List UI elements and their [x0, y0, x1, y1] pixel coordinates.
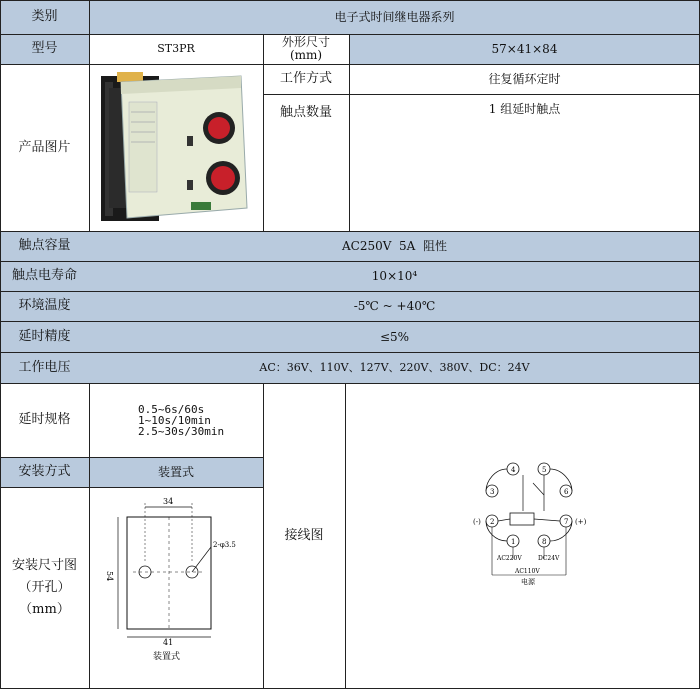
delay-label-cell	[0, 383, 89, 457]
hline	[0, 487, 263, 488]
hline	[0, 321, 700, 322]
pin-3: 3	[490, 488, 495, 496]
hline	[0, 383, 700, 384]
voltage-label-cell	[0, 352, 89, 383]
hline	[0, 64, 700, 65]
pin-1: 1	[511, 538, 516, 546]
picture-label: 产品图片	[18, 139, 71, 155]
hline	[0, 261, 700, 262]
temperature-value-cell	[89, 291, 700, 321]
hline	[0, 34, 700, 35]
delay-value-cell	[89, 383, 263, 457]
wiring-label: 接线图	[284, 528, 324, 543]
life-value: 10×10⁴	[371, 269, 418, 283]
pin-6: 6	[564, 488, 569, 496]
hline	[0, 291, 700, 292]
life-value-cell	[89, 261, 700, 291]
install-value-cell	[89, 457, 263, 487]
temperature-value: -5℃ ~ +40℃	[353, 299, 436, 313]
vline	[349, 34, 350, 231]
voltage-value: AC：36V、110V、127V、220V、380V、DC：24V	[259, 360, 530, 374]
dimensions-label-cell	[263, 34, 349, 64]
mount-label-cell	[0, 487, 89, 689]
hline	[0, 231, 700, 232]
contacts-value: 1 组延时触点	[488, 102, 561, 116]
dimensions-value-cell	[349, 34, 700, 64]
delay-spec-line: 1~10s/10min	[138, 414, 211, 427]
mount-label-line1: 安装尺寸图	[11, 558, 77, 573]
border-top	[0, 0, 700, 1]
dim-height-label: 54	[105, 571, 114, 582]
capacity-label: 触点容量	[18, 238, 71, 253]
install-label: 安装方式	[18, 464, 71, 479]
accuracy-value-cell	[89, 321, 700, 352]
wiring-label-cell	[263, 383, 345, 689]
life-label-cell	[0, 261, 89, 291]
dim-width-label: 34	[163, 497, 174, 506]
model-label: 型号	[31, 41, 58, 56]
minus-label: (-)	[473, 518, 481, 526]
model-value: ST3PR	[157, 42, 195, 55]
vline	[345, 383, 346, 689]
picture-label-cell	[0, 64, 89, 231]
install-label-cell	[0, 457, 89, 487]
mounting-hole-drawing	[89, 487, 263, 689]
voltage-value-cell	[89, 352, 700, 383]
contacts-value-cell	[349, 94, 700, 231]
vline	[89, 0, 90, 231]
work-mode-label: 工作方式	[279, 71, 332, 86]
temperature-label-cell	[0, 291, 89, 321]
vline	[263, 383, 264, 689]
pin-8: 8	[542, 538, 547, 546]
hline	[0, 352, 700, 353]
work-mode-value: 往复循环定时	[488, 72, 561, 86]
ac110-label: AC110V	[515, 568, 540, 575]
dc24-label: DC24V	[538, 555, 560, 562]
pin-7: 7	[564, 518, 569, 526]
install-value: 装置式	[157, 465, 194, 479]
mount-label-line3: （mm）	[19, 602, 70, 617]
accuracy-label-cell	[0, 321, 89, 352]
capacity-value-cell	[89, 231, 700, 261]
model-value-cell	[89, 34, 263, 64]
work-mode-label-cell	[263, 64, 349, 94]
wiring-diagram-cell	[345, 383, 700, 689]
mount-drawing-cell	[89, 487, 263, 689]
picture-cell	[89, 64, 263, 231]
contacts-label: 触点数量	[279, 105, 332, 120]
wiring-diagram	[345, 383, 700, 689]
accuracy-label: 延时精度	[18, 328, 71, 344]
mount-caption: 装置式	[153, 652, 181, 662]
hline	[0, 457, 263, 458]
header-value-cell	[89, 0, 700, 34]
delay-spec-line: 2.5~30s/30min	[138, 425, 225, 438]
border-left	[0, 0, 1, 689]
vline	[89, 383, 90, 689]
hole-note: 2-φ3.5	[213, 541, 236, 549]
dimensions-label: 外形尺寸(mm)	[281, 35, 330, 62]
model-label-cell	[0, 34, 89, 64]
pin-2: 2	[490, 518, 495, 526]
ac220-label: AC220V	[497, 555, 522, 562]
pin-4: 4	[511, 466, 516, 474]
power-label: 电源	[521, 578, 535, 586]
pin-5: 5	[542, 466, 547, 474]
temperature-label: 环境温度	[18, 298, 71, 313]
work-mode-value-cell	[349, 64, 700, 94]
vline	[263, 34, 264, 231]
capacity-label-cell	[0, 231, 89, 261]
capacity-value: AC250V 5A 阻性	[342, 239, 447, 253]
dim-bottom-label: 41	[163, 638, 174, 647]
delay-spec-line: 0.5~6s/60s	[138, 403, 205, 416]
dimensions-value: 57×41×84	[491, 42, 558, 56]
header-label: 类别	[31, 9, 58, 24]
accuracy-value: ≤5%	[379, 329, 410, 344]
series-title: 电子式时间继电器系列	[334, 10, 455, 24]
mount-label-line2: （开孔）	[18, 580, 71, 595]
delay-label: 延时规格	[18, 412, 71, 427]
hline	[263, 94, 700, 95]
life-label: 触点电寿命	[11, 268, 77, 283]
relay-product-photo	[91, 68, 261, 228]
plus-label: (+)	[575, 518, 587, 526]
voltage-label: 工作电压	[18, 359, 71, 375]
header-label-cell	[0, 0, 89, 34]
contacts-label-cell	[263, 94, 349, 231]
